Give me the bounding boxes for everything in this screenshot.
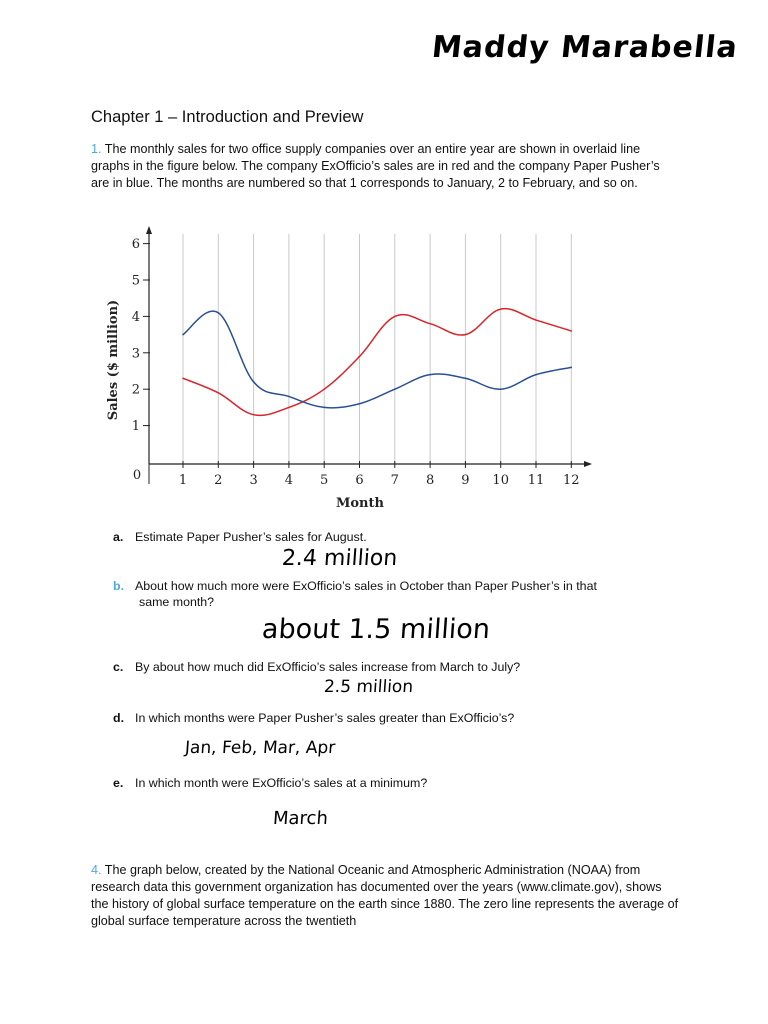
chart-series [182, 308, 572, 415]
question-c [113, 659, 673, 675]
x-tick-label-7: 7 [390, 473, 399, 488]
question-d-letter: d. [113, 711, 125, 725]
x-tick-label-8: 8 [425, 473, 435, 488]
series-1-point-7 [394, 316, 396, 318]
y-tick-label-6: 6 [131, 237, 140, 253]
question-1-text [91, 141, 681, 192]
question-1-number: 1. [91, 142, 102, 156]
question-b-letter: b. [113, 579, 125, 593]
question-a-letter: a. [113, 530, 124, 544]
series-1-point-2 [218, 392, 220, 394]
series-2-point-12 [571, 367, 573, 369]
question-b-text-continued: same month? [139, 595, 215, 609]
series-1-point-8 [429, 323, 431, 325]
question-e-letter: e. [113, 776, 124, 790]
x-tick-label-9: 9 [461, 473, 470, 488]
y-tick-label-5: 5 [131, 273, 140, 289]
series-2-point-7 [394, 388, 396, 390]
x-axis-arrow [584, 461, 592, 467]
x-tick-label-5: 5 [320, 473, 329, 488]
series-1-point-11 [535, 319, 537, 321]
series-2-point-5 [323, 407, 325, 409]
series-line-2 [183, 311, 571, 408]
question-e-text: In which month were ExOfficio’s sales at a minimum? [135, 776, 428, 790]
x-tick-label-3: 3 [249, 473, 258, 488]
series-1-point-3 [253, 414, 255, 416]
chart-gridlines [183, 234, 571, 464]
answer-b: about 1.5 million [260, 614, 492, 645]
y-tick-label-0: 0 [132, 468, 142, 483]
question-1-body: The monthly sales for two office supply companies over an entire year are shown in overlaid line graphs in the figure below. The company ExOfficio’s sales are in red and the company Paper Pusher’s are in blue. The months are numbered so that 1 corresponds to January, 2 to February, and so on. [91, 142, 660, 190]
chapter-heading: Chapter 1 – Introduction and Preview [91, 108, 364, 126]
series-2-point-11 [535, 374, 537, 376]
series-1-point-9 [465, 334, 467, 336]
series-2-point-3 [253, 381, 255, 383]
answer-d: Jan, Feb, Mar, Apr [184, 738, 336, 758]
series-2-point-9 [465, 377, 467, 379]
question-a [113, 529, 673, 545]
question-4-number: 4. [91, 863, 102, 877]
series-1-point-1 [182, 377, 184, 379]
x-tick-label-10: 10 [492, 473, 509, 488]
x-tick-label-4: 4 [284, 473, 294, 488]
question-d-text: In which months were Paper Pusher’s sales greater than ExOfficio’s? [135, 711, 515, 725]
series-line-1 [183, 309, 571, 416]
y-axis-label: Sales ($ million) [106, 299, 121, 421]
series-2-point-2 [218, 312, 220, 314]
y-axis-arrow [146, 226, 152, 234]
question-a-text: Estimate Paper Pusher’s sales for August. [135, 530, 367, 544]
y-tick-label-3: 3 [131, 346, 140, 362]
question-c-letter: c. [113, 660, 124, 674]
x-tick-label-1: 1 [178, 473, 188, 488]
question-e [113, 775, 673, 791]
series-2-point-8 [429, 374, 431, 376]
answer-e: March [272, 808, 329, 829]
y-tick-label-2: 2 [131, 382, 140, 398]
x-tick-label-2: 2 [214, 473, 223, 488]
question-4-body: The graph below, created by the National Oceanic and Atmospheric Administration (NOAA) from research data this government organization has documented over the years (www.climate.gov), shows the history of global surface temperature on the earth since 1880. The zero line represents the average of global surface temperature across the twentieth [91, 863, 679, 928]
question-b-text: About how much more were ExOfficio’s sales in October than Paper Pusher’s in that [135, 579, 597, 593]
y-tick-label-1: 1 [131, 419, 140, 435]
sales-line-chart [100, 220, 600, 515]
answer-c: 2.5 million [323, 677, 414, 697]
question-c-text: By about how much did ExOfficio’s sales increase from March to July? [135, 660, 521, 674]
series-1-point-4 [288, 407, 290, 409]
series-2-point-4 [288, 396, 290, 398]
handwritten-signature: Maddy Marabella [430, 30, 740, 65]
question-4-text [91, 862, 681, 930]
series-1-point-10 [500, 308, 502, 310]
series-2-point-6 [359, 403, 361, 405]
answer-a: 2.4 million [281, 546, 399, 571]
x-axis-label: Month [336, 496, 384, 511]
series-1-point-5 [323, 388, 325, 390]
series-1-point-6 [359, 356, 361, 358]
question-b [113, 578, 673, 610]
x-tick-label-6: 6 [355, 473, 364, 488]
series-2-point-10 [500, 388, 502, 390]
x-tick-label-11: 11 [527, 473, 545, 488]
series-1-point-12 [571, 330, 573, 332]
y-tick-label-4: 4 [131, 309, 140, 325]
chart-axes [143, 226, 592, 484]
chart-tick-labels [132, 237, 580, 488]
series-2-point-1 [182, 334, 184, 336]
x-tick-label-12: 12 [563, 473, 580, 488]
question-d [113, 710, 673, 726]
